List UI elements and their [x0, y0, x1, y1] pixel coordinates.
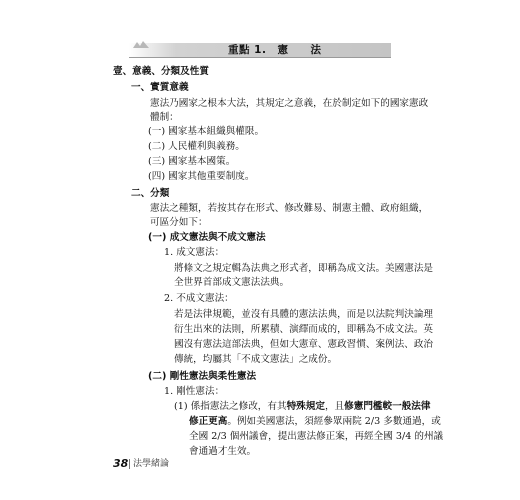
- text-run: 。例如美國憲法，須經參眾兩院 2/3 多數通過，或: [227, 416, 441, 427]
- text-run: (1) 係指憲法之修改，有其: [174, 401, 287, 412]
- category-heading: (二) 剛性憲法與柔性憲法: [148, 371, 257, 382]
- item-title: 2. 不成文憲法：: [164, 293, 234, 304]
- chapter-title: 重點 1. 憲 法: [228, 44, 322, 56]
- footer-divider: [129, 459, 130, 469]
- paragraph-line: 會通過才生效。: [189, 446, 257, 457]
- list-item: (四) 國家其他重要制度。: [148, 171, 255, 182]
- paragraph-line: 國沒有憲法這部法典，但如大憲章、憲政習慣、案例法、政治: [174, 339, 434, 350]
- item-title: 1. 成文憲法：: [164, 247, 225, 258]
- list-item: (二) 人民權利與義務。: [148, 141, 245, 152]
- paragraph-line: 傳統，均屬其「不成文憲法」之成份。: [174, 354, 338, 365]
- emphasis-text: 特殊規定: [286, 401, 325, 412]
- paragraph-line: 憲法之種類，若按其存在形式、修改難易、制憲主體、政府組織，: [150, 203, 429, 214]
- subsection-heading: 二、分類: [131, 188, 170, 199]
- section-heading: 壹、意義、分類及性質: [113, 66, 209, 77]
- text-run: ，且: [324, 401, 345, 412]
- paragraph-line: 全國 2/3 個州議會，提出憲法修正案，再經全國 3/4 的州議: [189, 431, 444, 442]
- header-rule: [129, 57, 391, 58]
- paragraph-line: 憲法乃國家之根本大法，其規定之意義，在於制定如下的國家憲政: [150, 98, 429, 109]
- emphasis-text: 修憲門檻較一般法律: [344, 401, 431, 412]
- paragraph-line: 若是法律規範，並沒有具體的憲法法典，而是以法院判決論理: [174, 309, 434, 320]
- paragraph-line: 全世界首部成文憲法法典。: [174, 277, 290, 288]
- paragraph-line: 衍生出來的法則，所累積、演繹而成的，即稱為不成文法。英: [174, 324, 434, 335]
- page-number: 38: [113, 457, 129, 470]
- banner-ornament-icon: [132, 40, 150, 49]
- list-item: (一) 國家基本組織與權限。: [148, 126, 265, 137]
- list-item: (三) 國家基本國策。: [148, 156, 236, 167]
- subsection-heading: 一、實質意義: [131, 82, 189, 93]
- emphasis-text: 修正更高: [189, 416, 228, 427]
- item-title: 1. 剛性憲法：: [164, 386, 225, 397]
- paragraph-line: [189, 415, 441, 429]
- paragraph-line: 將條文之規定輯為法典之形式者，即稱為成文法。美國憲法是: [174, 263, 434, 274]
- paragraph-line: 體制：: [150, 112, 179, 123]
- paragraph-line: [174, 400, 430, 414]
- paragraph-line: 可區分如下：: [150, 217, 208, 228]
- category-heading: (一) 成文憲法與不成文憲法: [148, 232, 266, 243]
- book-title: 法學緒論: [133, 459, 170, 469]
